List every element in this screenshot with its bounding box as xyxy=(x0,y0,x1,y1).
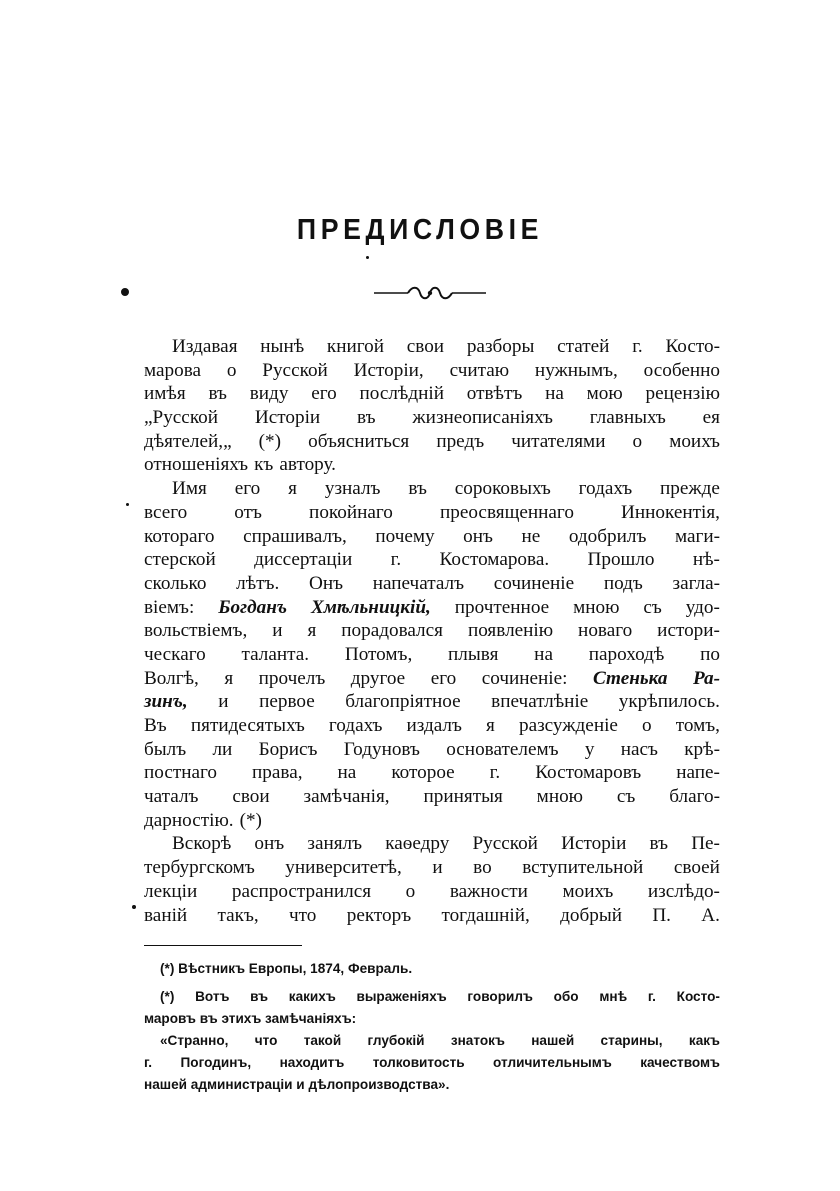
word: годахъ xyxy=(328,715,383,736)
word: ческаго xyxy=(144,643,206,665)
text-line xyxy=(144,596,720,620)
text-line xyxy=(144,832,720,856)
word: томъ, xyxy=(675,715,720,736)
word: качествомъ xyxy=(640,1055,720,1070)
text-line xyxy=(144,335,720,359)
word: отъ xyxy=(234,501,262,523)
word: годахъ xyxy=(578,478,633,500)
word: Потомъ, xyxy=(344,643,413,665)
word: Пе- xyxy=(691,833,720,855)
word: нынѣ xyxy=(260,336,305,357)
word: мною xyxy=(536,786,584,808)
word: Ра- xyxy=(693,667,720,689)
word: г. xyxy=(144,1055,153,1070)
word: послѣдній xyxy=(359,383,444,405)
word: Косто- xyxy=(665,336,720,357)
word: прочелъ xyxy=(258,667,326,689)
print-speck xyxy=(126,503,129,506)
word: говорилъ xyxy=(467,989,533,1004)
word: Вотъ xyxy=(195,989,230,1004)
word: къ xyxy=(254,454,274,476)
text-line xyxy=(144,761,720,785)
word: я xyxy=(307,620,317,642)
word: лѣтъ. xyxy=(236,572,280,594)
text-line xyxy=(144,809,720,833)
text-line xyxy=(144,501,720,525)
word: у xyxy=(584,738,595,760)
word: узналъ xyxy=(324,478,381,500)
word: преосвященнаго xyxy=(439,501,574,523)
word: Хмѣльницкій, xyxy=(310,596,431,618)
word: г. xyxy=(489,762,501,784)
word: віемъ: xyxy=(144,596,195,618)
word: П. xyxy=(652,904,671,926)
word: имѣя xyxy=(144,383,186,405)
word: былъ xyxy=(144,738,187,760)
text-line xyxy=(144,785,720,809)
footnote-2 xyxy=(144,986,720,1096)
word: сочиненіе xyxy=(493,572,575,594)
word: насъ xyxy=(620,738,658,760)
text-line xyxy=(144,548,720,572)
word: (*) xyxy=(160,989,175,1004)
word: о xyxy=(642,715,652,736)
text-line xyxy=(144,714,720,738)
text-line xyxy=(144,904,720,928)
word: находитъ xyxy=(279,1055,345,1070)
word: во xyxy=(473,857,492,879)
print-speck xyxy=(132,905,136,909)
word: нужнымъ, xyxy=(534,359,618,381)
word: г. xyxy=(632,336,643,357)
text-line xyxy=(144,738,720,762)
text-line xyxy=(144,477,720,501)
word: съ xyxy=(643,596,662,618)
word: подъ xyxy=(603,572,643,594)
footnote-1: (*) Вѣстникъ Европы, 1874, Февраль. xyxy=(160,961,413,976)
word: Онъ xyxy=(308,572,344,594)
word: «Странно, xyxy=(160,1033,229,1048)
text-line xyxy=(144,667,720,691)
word: статей xyxy=(557,336,610,357)
text-line xyxy=(144,690,720,714)
word: свои xyxy=(406,336,445,357)
footnotes xyxy=(144,958,720,1096)
word: появленію xyxy=(467,620,554,642)
text-line xyxy=(144,856,720,880)
word: о xyxy=(226,359,237,381)
word: напечаталъ xyxy=(372,572,465,594)
word: загла- xyxy=(672,572,720,594)
word: тербургскомъ xyxy=(144,857,255,879)
word: издалъ xyxy=(406,715,462,736)
word: основателемъ xyxy=(446,738,559,760)
word: замѣчанія, xyxy=(303,786,390,808)
word: таланта. xyxy=(241,643,310,665)
word: пароходѣ xyxy=(588,643,665,665)
word: онъ xyxy=(254,833,285,855)
word: толковитость xyxy=(372,1055,465,1070)
text-line xyxy=(144,359,720,383)
word: Богданъ xyxy=(218,596,287,618)
text-line xyxy=(144,453,720,477)
word: которое xyxy=(391,762,455,784)
word: въ xyxy=(408,478,427,500)
word: о xyxy=(405,880,416,902)
word: такой xyxy=(303,1033,342,1048)
word: о xyxy=(632,430,643,452)
word: старины, xyxy=(600,1033,663,1048)
print-speck xyxy=(121,288,129,296)
word: зинъ, xyxy=(144,691,188,713)
word: знатокъ xyxy=(450,1033,505,1048)
word: особенно xyxy=(643,359,720,381)
word: изслѣдо- xyxy=(647,880,720,902)
word: разборы xyxy=(466,336,535,357)
word: я xyxy=(486,715,495,736)
word: предъ xyxy=(436,430,485,452)
word: маги- xyxy=(674,525,720,547)
word: Косто- xyxy=(676,989,720,1004)
word: въ xyxy=(208,383,227,405)
text-line xyxy=(144,619,720,643)
word: моихъ xyxy=(669,430,720,452)
word: я xyxy=(224,667,234,689)
word: въ xyxy=(357,407,376,429)
word: по xyxy=(700,643,720,665)
word: его xyxy=(311,383,337,405)
word: важности xyxy=(449,880,528,902)
word: выраженіяхъ xyxy=(356,989,447,1004)
word: Стенька xyxy=(592,667,668,689)
word: объясниться xyxy=(308,430,410,452)
print-speck xyxy=(366,256,369,259)
word: прочтенное xyxy=(454,596,550,618)
word: Исторіи xyxy=(561,833,627,855)
word: ли xyxy=(212,738,233,760)
word: Русской xyxy=(472,833,538,855)
word: Русской xyxy=(262,359,328,381)
word: какихъ xyxy=(288,989,336,1004)
word: и xyxy=(218,691,229,713)
word: г. xyxy=(390,549,402,571)
word: Годуновъ xyxy=(343,738,420,760)
word: диссертаціи xyxy=(254,549,353,571)
footnote-line: нашей администраціи и дѣлопроизводства». xyxy=(144,1077,450,1092)
word: отвѣтъ xyxy=(466,383,523,405)
text-line xyxy=(144,525,720,549)
word: тогдашній, xyxy=(441,904,530,926)
footnote-line xyxy=(144,986,720,1008)
word: „Русской xyxy=(144,407,219,429)
footnote-rule xyxy=(144,945,302,946)
text-line xyxy=(144,880,720,904)
word: ея xyxy=(702,407,720,429)
word: марова xyxy=(144,359,202,381)
word: что xyxy=(254,1033,278,1048)
word: не xyxy=(521,525,541,547)
word: принятыя xyxy=(423,786,503,808)
word: такъ, xyxy=(217,904,259,926)
word: нашей xyxy=(531,1033,575,1048)
word: главныхъ xyxy=(589,407,666,429)
word: Волгѣ, xyxy=(144,667,199,689)
word: своей xyxy=(673,857,720,879)
word: и xyxy=(432,857,443,879)
word: плывя xyxy=(448,643,499,665)
word: постнаго xyxy=(144,762,218,784)
word: одобрилъ xyxy=(568,525,647,547)
word: благо- xyxy=(669,786,720,808)
word: на xyxy=(534,643,553,665)
word: лекціи xyxy=(144,880,198,902)
word: распространился xyxy=(231,880,372,902)
word: вольствіемъ, xyxy=(144,620,248,642)
word: благопріятное xyxy=(345,691,461,713)
word: Издавая xyxy=(172,336,238,357)
word: отношеніяхъ xyxy=(144,454,249,476)
word: каѳедру xyxy=(385,833,450,855)
word: онъ xyxy=(463,525,493,547)
word: занялъ xyxy=(307,833,363,855)
footnote-line xyxy=(144,1030,720,1052)
word: въ xyxy=(250,989,269,1004)
body-text xyxy=(144,335,720,927)
word: какъ xyxy=(688,1033,720,1048)
word: впечатлѣніе xyxy=(491,691,589,713)
text-line xyxy=(144,643,720,667)
word: и xyxy=(272,620,283,642)
word: другое xyxy=(350,667,406,689)
text-line xyxy=(144,430,720,454)
word: Прошло xyxy=(587,549,655,571)
word: университетѣ, xyxy=(285,857,402,879)
word: сколько xyxy=(144,572,207,594)
text-line xyxy=(144,382,720,406)
word: что xyxy=(289,904,317,926)
word: мою xyxy=(586,383,623,405)
word: истори- xyxy=(657,620,720,642)
word: Въ xyxy=(144,715,167,736)
word: чаталъ xyxy=(144,786,199,808)
word: почему xyxy=(375,525,435,547)
word: рецензію xyxy=(645,383,720,405)
word: Имя xyxy=(172,478,207,500)
word: отличительнымъ xyxy=(493,1055,612,1070)
word: Иннокентія, xyxy=(621,501,720,523)
ornament-divider-icon xyxy=(372,284,488,302)
word: Костомарова. xyxy=(439,549,550,571)
word: Борисъ xyxy=(258,738,318,760)
word: удо- xyxy=(685,596,720,618)
word: мною xyxy=(573,596,620,618)
word: его xyxy=(430,667,457,689)
word: читателями xyxy=(511,430,606,452)
word: виду xyxy=(249,383,289,405)
word: въ xyxy=(649,833,669,855)
text-line xyxy=(144,572,720,596)
word: жизнеописаніяхъ xyxy=(412,407,553,429)
word: нѣ- xyxy=(692,549,720,571)
word: съ xyxy=(616,786,636,808)
word: прежде xyxy=(660,478,720,500)
word: считаю xyxy=(449,359,510,381)
word: на xyxy=(545,383,564,405)
word: г. xyxy=(647,989,656,1004)
word: его xyxy=(234,478,261,500)
word: автору. xyxy=(279,454,336,476)
word: (*) xyxy=(239,809,262,831)
word: Костомаровъ xyxy=(535,762,642,784)
word: ваній xyxy=(144,904,188,926)
word: спрашивалъ, xyxy=(243,525,347,547)
word: свои xyxy=(232,786,270,808)
word: новаго xyxy=(578,620,633,642)
word: моихъ xyxy=(562,880,614,902)
word: я xyxy=(288,478,297,500)
word: дарностію. xyxy=(144,809,234,831)
word: порадовался xyxy=(341,620,443,642)
word: покойнаго xyxy=(309,501,393,523)
word: всего xyxy=(144,501,188,523)
word: добрый xyxy=(560,904,622,926)
word: дѣятелей,„ xyxy=(144,430,232,452)
word: котораго xyxy=(144,525,215,547)
page-title: ПРЕДИСЛОВІЕ xyxy=(296,214,544,246)
text-line xyxy=(144,406,720,430)
word: глубокій xyxy=(367,1033,425,1048)
word: мнѣ xyxy=(599,989,628,1004)
word: Вскорѣ xyxy=(172,833,232,855)
word: Исторіи xyxy=(254,407,321,429)
word: стерской xyxy=(144,549,216,571)
word: напе- xyxy=(676,762,720,784)
word: Погодинъ, xyxy=(180,1055,252,1070)
word: сороковыхъ xyxy=(454,478,551,500)
word: укрѣпилось. xyxy=(618,691,720,713)
footnote-line: маровъ въ этихъ замѣчаніяхъ: xyxy=(144,1011,357,1026)
word: права, xyxy=(252,762,303,784)
word: сочиненіе: xyxy=(481,667,568,689)
word: крѣ- xyxy=(684,738,720,760)
word: ректоръ xyxy=(346,904,412,926)
word: (*) xyxy=(258,430,282,452)
word: книгой xyxy=(326,336,385,357)
footnote-line xyxy=(144,1052,720,1074)
word: разсужденіе xyxy=(518,715,618,736)
word: вступительной xyxy=(522,857,644,879)
word: первое xyxy=(259,691,315,713)
word: на xyxy=(337,762,357,784)
word: обо xyxy=(553,989,579,1004)
word: пятидесятыхъ xyxy=(190,715,305,736)
word: А. xyxy=(701,904,720,926)
word: Исторіи, xyxy=(353,359,424,381)
